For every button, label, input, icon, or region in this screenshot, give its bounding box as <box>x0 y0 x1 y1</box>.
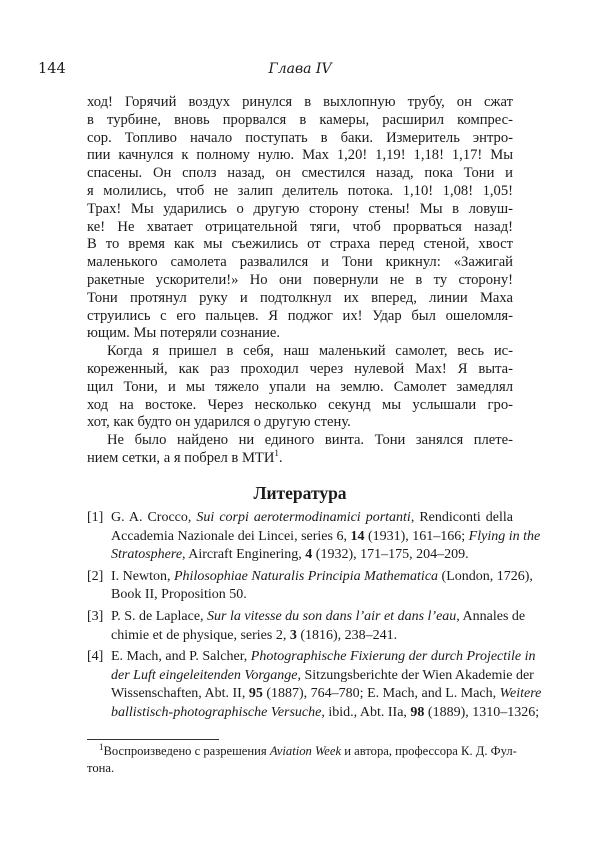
text-segment: Воспроизведено с разрешения <box>103 744 270 758</box>
text-line-content: ке! Не хватает отрицательной тяги, чтоб прорваться назад! <box>87 218 513 235</box>
text-line <box>87 308 513 326</box>
text-line-content: Когда я пришел в себя, наш маленький самолет, весь ис- <box>107 343 513 360</box>
text-segment: P. S. de Laplace, <box>111 608 208 624</box>
text-segment: chimie et de physique, series 2, <box>111 627 290 643</box>
text-line <box>87 741 517 760</box>
text-line <box>87 343 513 361</box>
text-line <box>87 432 513 450</box>
text-line <box>111 568 533 587</box>
text-line <box>87 325 513 343</box>
text-line <box>111 528 541 547</box>
text-line <box>87 147 513 165</box>
text-segment: Sur la vitesse du son dans l’air et dans l’eau <box>207 608 457 624</box>
reference-number: [3] <box>87 608 104 624</box>
text-segment: (1889), 1310–1326; <box>424 704 540 720</box>
text-line-content: Трах! Мы ударились о другую сторону стены! Мы в ловуш- <box>87 200 513 217</box>
reference-item <box>87 509 541 565</box>
text-line <box>87 112 513 130</box>
text-line <box>87 201 513 219</box>
text-line <box>87 219 513 237</box>
text-segment: Book II, Proposition 50. <box>111 587 247 603</box>
footnote-mark: 1 <box>99 741 104 752</box>
text-line <box>111 586 513 605</box>
text-line-content: хот, как будто он ударился о другую стену. <box>87 414 351 431</box>
references-list <box>87 509 542 726</box>
text-line-content: ход! Горячий воздух ринулся в выхлопную трубу, он сжат <box>87 94 513 110</box>
text-line-content: кореженный, как раз проходил через нулевой Мах! Я выта- <box>87 360 513 377</box>
text-line <box>111 627 513 646</box>
text-line <box>87 165 513 183</box>
text-segment: , Rendiconti della <box>410 510 513 525</box>
text-line <box>111 667 534 686</box>
text-line-content: ход на востоке. Через несколько секунд мы услышали гро- <box>87 396 513 413</box>
text-segment: Photographische Fixierung der durch Projectile in <box>250 649 536 665</box>
text-segment: Stratosphere <box>111 547 183 563</box>
text-segment: E. Mach, and P. Salcher, <box>111 649 251 665</box>
main-text <box>87 94 513 468</box>
text-segment: (1816), 238–241. <box>296 627 398 643</box>
running-head: Глава IV <box>268 61 332 77</box>
text-segment: Philosophiae Naturalis Principia Mathematica <box>174 568 439 584</box>
text-line <box>87 183 513 201</box>
text-segment: и автора, профессора К. Д. Фул- <box>341 744 517 758</box>
text-line <box>87 236 513 254</box>
text-segment: Accademia Nazionale dei Lincei, series 6, <box>111 528 351 544</box>
text-line-content: щил Тони, и мы тяжело упали на землю. Самолет замедлял <box>87 378 513 395</box>
text-segment: Flying in the <box>468 528 541 544</box>
text-line-content: Тони протянул руку и подтолкнул их вперед, линии Маха <box>87 289 513 306</box>
references-heading: Литература <box>253 483 347 503</box>
text-line-content: ющим. Мы потеряли сознание. <box>87 325 281 342</box>
text-segment: G. A. Crocco, <box>111 510 197 525</box>
text-line <box>87 94 513 112</box>
text-segment: Aviation Week <box>269 744 342 758</box>
footnote <box>87 741 517 777</box>
text-line-content: спасены. Он сполз назад, он сместился назад, пока Тони и <box>87 165 513 182</box>
text-segment: 4 <box>305 547 313 563</box>
text-tail: . <box>278 449 283 466</box>
text-segment: (1932), 171–175, 204–209. <box>312 547 469 563</box>
text-line <box>87 254 513 272</box>
text-line <box>87 397 513 415</box>
text-line <box>111 546 513 565</box>
text-line-content: пии качнулся к полному нулю. Мах 1,20! 1,19! 1,18! 1,17! Мы <box>87 147 513 164</box>
text-segment: ballistisch-photographische Versuche <box>111 704 322 720</box>
page-number: 144 <box>38 61 66 77</box>
text-segment: Sui corpi aerotermodinamici portanti <box>196 510 411 525</box>
text-line-content: в турбине, вновь прорвался в камеры, расширил компрес- <box>87 111 513 128</box>
footnote-rule <box>87 739 219 740</box>
text-line <box>87 379 513 397</box>
text-segment: 95 <box>248 686 263 702</box>
text-line-content: сор. Топливо начало поступать в баки. Измеритель энтро- <box>87 129 513 146</box>
text-line <box>111 704 540 723</box>
reference-item <box>87 648 542 722</box>
text-line <box>111 509 513 528</box>
text-segment: , ibid., Abt. IIa, <box>321 704 411 720</box>
text-line-content: Не было найдено ни единого винта. Тони занялся плете- <box>107 432 513 449</box>
reference-item <box>87 608 526 645</box>
text-line <box>87 760 513 777</box>
text-line-content: В то время как мы съежились от страха перед стеной, хвост <box>87 236 513 253</box>
text-line <box>111 685 542 704</box>
footnote-mark: 1 <box>274 448 279 459</box>
reference-number: [4] <box>87 649 104 665</box>
text-line-content: я молились, чтоб не залип делитель потока. 1,10! 1,08! 1,05! <box>87 182 513 199</box>
text-line <box>87 450 513 468</box>
text-segment: Weitere <box>499 686 542 702</box>
text-segment: 14 <box>350 528 365 544</box>
text-segment: (London, 1726), <box>438 568 533 584</box>
text-segment: , Aircraft Enginering, <box>182 547 306 563</box>
reference-item <box>87 568 533 605</box>
text-segment: 3 <box>289 627 297 643</box>
text-line-content: струились с его пальцев. Я поджог их! Удар был ошеломля- <box>87 307 513 324</box>
text-line <box>111 648 536 667</box>
text-line <box>87 361 513 379</box>
text-segment: тона. <box>87 761 115 775</box>
text-segment: , Sitzungsberichte der Wien Akademie der <box>297 667 534 683</box>
text-line-content: ракетные ускорители!» Но они повернули не в ту сторону! <box>87 271 513 288</box>
text-line-content: нием сетки, а я побрел в МТИ <box>87 449 275 466</box>
reference-number: [1] <box>87 510 104 525</box>
text-segment: I. Newton, <box>111 568 174 584</box>
text-segment: (1887), 764–780; E. Mach, and L. Mach, <box>262 686 500 702</box>
text-line <box>87 414 513 432</box>
text-segment: 98 <box>410 704 425 720</box>
text-segment: Wissenschaften, Abt. II, <box>111 686 249 702</box>
text-segment: (1931), 161–166; <box>364 528 469 544</box>
text-segment: der Luft eingeleitenden Vorgange <box>111 667 298 683</box>
text-line <box>87 290 513 308</box>
text-line <box>87 130 513 148</box>
text-line <box>111 608 526 627</box>
text-line-content: маленького самолета развалился и Тони крикнул: «Зажигай <box>87 254 513 271</box>
reference-number: [2] <box>87 568 104 584</box>
text-line <box>87 272 513 290</box>
text-segment: , Annales de <box>456 608 526 624</box>
